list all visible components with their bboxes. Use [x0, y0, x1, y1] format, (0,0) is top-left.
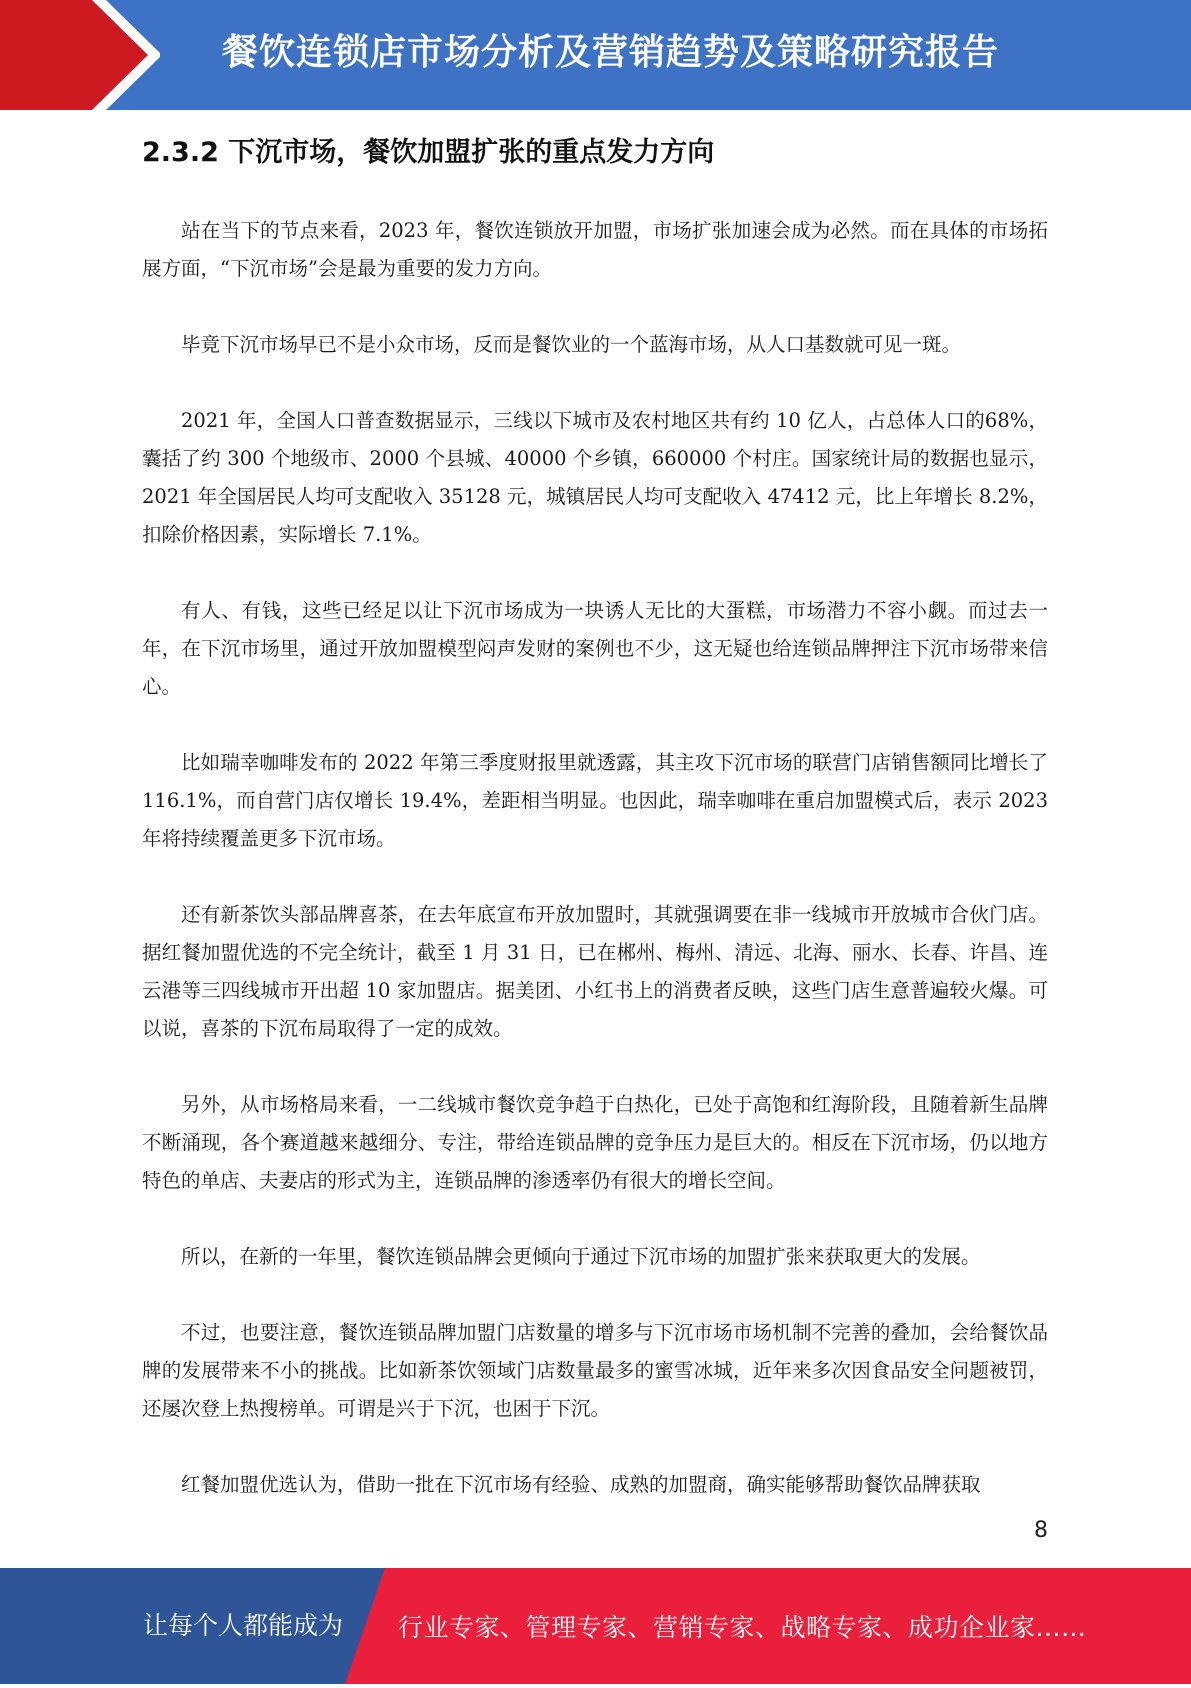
- section-heading: 2.3.2 下沉市场，餐饮加盟扩张的重点发力方向: [142, 137, 715, 168]
- paragraph: 有人、有钱，这些已经足以让下沉市场成为一块诱人无比的大蛋糕，市场潜力不容小觑。而过去一年，在下沉市场里，通过开放加盟模型闷声发财的案例也不少，这无疑也给连锁品牌押注下沉市场带来信心。: [142, 599, 1048, 698]
- paragraph: 站在当下的节点来看，2023 年，餐饮连锁放开加盟，市场扩张加速会成为必然。而在具体的市场拓展方面，“下沉市场”会是最为重要的发力方向。: [142, 219, 1048, 280]
- paragraph: 还有新茶饮头部品牌喜茶，在去年底宣布开放加盟时，其就强调要在非一线城市开放城市合伙门店。据红餐加盟优选的不完全统计，截至 1 月 31 日，已在郴州、梅州、清远、北海、丽水、长春、许昌、连云港等三四线城市开出超 10 家加盟店。据美团、小红书上的消费者反映，这些门店生意普遍较火爆。可以说，喜茶的下沉布局取得了一定的成效。: [142, 903, 1048, 1040]
- footer-slogan-lead: 让每个人都能成为: [143, 1611, 344, 1640]
- header-chevron-decoration: [0, 0, 160, 110]
- paragraph: 毕竟下沉市场早已不是小众市场，反而是餐饮业的一个蓝海市场，从人口基数就可见一斑。: [181, 333, 962, 356]
- body-content: [142, 212, 1048, 1542]
- footer-band: [0, 1568, 1191, 1684]
- paragraph: 比如瑞幸咖啡发布的 2022 年第三季度财报里就透露，其主攻下沉市场的联营门店销售额同比增长了 116.1%，而自营门店仅增长 19.4%，差距相当明显。也因此，瑞幸咖啡在重启加盟模式后，表示 2023 年将持续覆盖更多下沉市场。: [142, 751, 1048, 850]
- paragraph: 另外，从市场格局来看，一二线城市餐饮竞争趋于白热化，已处于高饱和红海阶段，且随着新生品牌不断涌现，各个赛道越来越细分、专注，带给连锁品牌的竞争压力是巨大的。相反在下沉市场，仍以地方特色的单店、夫妻店的形式为主，连锁品牌的渗透率仍有很大的增长空间。: [142, 1093, 1048, 1192]
- paragraph: 不过，也要注意，餐饮连锁品牌加盟门店数量的增多与下沉市场市场机制不完善的叠加，会给餐饮品牌的发展带来不小的挑战。比如新茶饮领域门店数量最多的蜜雪冰城，近年来多次因食品安全问题被罚，还屡次登上热搜榜单。可谓是兴于下沉，也困于下沉。: [142, 1321, 1048, 1420]
- page-number: 8: [1034, 1518, 1048, 1543]
- paragraph: 所以，在新的一年里，餐饮连锁品牌会更倾向于通过下沉市场的加盟扩张来获取更大的发展。: [181, 1245, 981, 1268]
- report-title: 餐饮连锁店市场分析及营销趋势及策略研究报告: [222, 32, 1000, 73]
- paragraph: 2021 年，全国人口普查数据显示，三线以下城市及农村地区共有约 10 亿人，占总体人口的68%，囊括了约 300 个地级市、2000 个县城、40000 个乡镇，660000 个村庄。国家统计局的数据也显示，2021 年全国居民人均可支配收入 35128 元，城镇居民人均可支配收入 47412 元，比上年增长 8.2%，扣除价格因素，实际增长 7.1%。: [142, 409, 1048, 546]
- paragraph: 红餐加盟优选认为，借助一批在下沉市场有经验、成熟的加盟商，确实能够帮助餐饮品牌获取: [181, 1473, 981, 1496]
- footer-slogan-tail: 行业专家、管理专家、营销专家、战略专家、成功企业家……: [398, 1613, 1087, 1642]
- report-header-band: [0, 0, 1191, 110]
